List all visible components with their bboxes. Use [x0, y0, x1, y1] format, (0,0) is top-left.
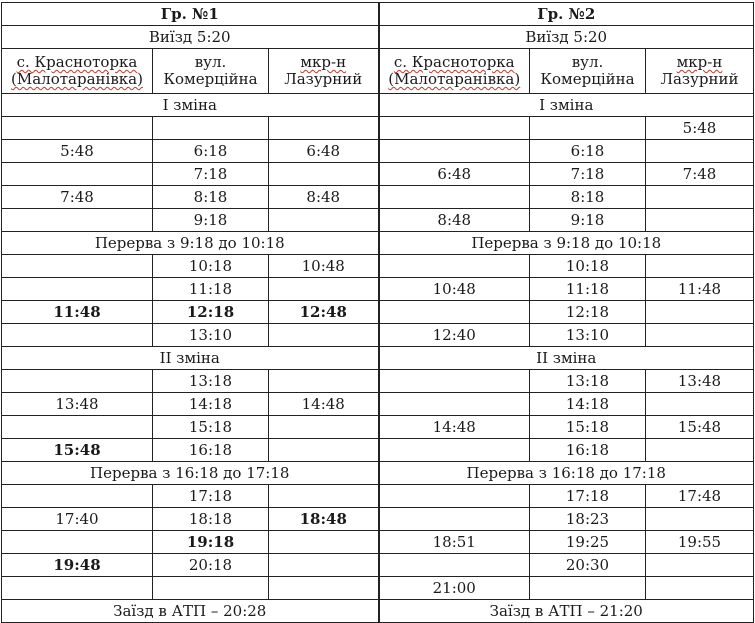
stop-komertsiina-l2: Комерційна [163, 70, 258, 88]
time-g2-krasnotorka [379, 140, 530, 163]
stop-komertsiina-g1 [153, 49, 269, 94]
time-g1-krasnotorka: 13:48 [2, 393, 153, 416]
stop-lazurnyi-l2: Лазурний [284, 70, 363, 88]
time-g1-lazurnyi [269, 554, 379, 577]
time-g2-krasnotorka [379, 301, 530, 324]
time-g1-lazurnyi [269, 117, 379, 140]
time-g1-krasnotorka [2, 324, 153, 347]
time-g1-krasnotorka [2, 577, 153, 600]
time-g1-komertsiina: 13:18 [153, 370, 269, 393]
break-2-g1: Перерва з 16:18 до 17:18 [2, 462, 379, 485]
time-g2-krasnotorka [379, 117, 530, 140]
time-g2-krasnotorka: 12:40 [379, 324, 530, 347]
time-g1-krasnotorka [2, 255, 153, 278]
time-row [2, 209, 754, 232]
time-g2-komertsiina: 18:23 [530, 508, 646, 531]
time-g2-krasnotorka: 14:48 [379, 416, 530, 439]
time-g1-komertsiina: 18:18 [153, 508, 269, 531]
time-g1-komertsiina: 19:18 [153, 531, 269, 554]
time-g1-lazurnyi [269, 163, 379, 186]
time-row [2, 439, 754, 462]
time-g2-komertsiina: 7:18 [530, 163, 646, 186]
time-g1-krasnotorka [2, 117, 153, 140]
time-g2-lazurnyi: 7:48 [646, 163, 754, 186]
stop-lazurnyi-g1 [269, 49, 379, 94]
time-g1-komertsiina [153, 577, 269, 600]
time-g2-komertsiina: 13:18 [530, 370, 646, 393]
time-g2-lazurnyi [646, 209, 754, 232]
time-g1-komertsiina: 13:10 [153, 324, 269, 347]
group-1-title: Гр. №1 [2, 3, 379, 26]
time-g2-lazurnyi: 15:48 [646, 416, 754, 439]
time-g1-krasnotorka: 17:40 [2, 508, 153, 531]
time-g1-lazurnyi [269, 209, 379, 232]
shift-1-label-g2: І зміна [379, 94, 754, 117]
time-g1-krasnotorka [2, 416, 153, 439]
time-g1-lazurnyi [269, 439, 379, 462]
time-g2-komertsiina: 6:18 [530, 140, 646, 163]
time-row [2, 278, 754, 301]
time-g1-krasnotorka: 19:48 [2, 554, 153, 577]
time-g1-komertsiina: 6:18 [153, 140, 269, 163]
time-g1-krasnotorka: 11:48 [2, 301, 153, 324]
time-g2-lazurnyi [646, 186, 754, 209]
time-row [2, 393, 754, 416]
time-g1-lazurnyi [269, 485, 379, 508]
time-g2-krasnotorka: 21:00 [379, 577, 530, 600]
stop-komertsiina-l2: Комерційна [540, 70, 635, 88]
time-g1-komertsiina: 17:18 [153, 485, 269, 508]
time-g2-krasnotorka: 10:48 [379, 278, 530, 301]
shift-2-label-g1: ІІ зміна [2, 347, 379, 370]
time-g2-lazurnyi [646, 577, 754, 600]
bus-schedule-table [1, 2, 754, 623]
time-g2-lazurnyi [646, 508, 754, 531]
time-g1-komertsiina: 15:18 [153, 416, 269, 439]
time-g2-lazurnyi [646, 301, 754, 324]
stop-lazurnyi-l1: мкр-н [300, 53, 347, 71]
time-g2-lazurnyi [646, 324, 754, 347]
shift-1-label-g1: І зміна [2, 94, 379, 117]
time-row [2, 577, 754, 600]
time-g2-komertsiina [530, 577, 646, 600]
time-row [2, 255, 754, 278]
time-g2-lazurnyi: 19:55 [646, 531, 754, 554]
break-2-g2: Перерва з 16:18 до 17:18 [379, 462, 754, 485]
time-g1-krasnotorka: 7:48 [2, 186, 153, 209]
time-g1-komertsiina: 12:18 [153, 301, 269, 324]
time-g2-komertsiina: 19:25 [530, 531, 646, 554]
time-g2-krasnotorka [379, 485, 530, 508]
time-g2-lazurnyi [646, 393, 754, 416]
time-g1-krasnotorka [2, 278, 153, 301]
time-g1-lazurnyi [269, 577, 379, 600]
time-g2-komertsiina: 14:18 [530, 393, 646, 416]
break-2-row [2, 462, 754, 485]
time-row [2, 301, 754, 324]
time-g1-komertsiina: 10:18 [153, 255, 269, 278]
time-g1-komertsiina: 14:18 [153, 393, 269, 416]
stop-krasnotorka-l1: с. Красноторка [393, 53, 515, 71]
time-g2-krasnotorka [379, 439, 530, 462]
time-g2-lazurnyi [646, 439, 754, 462]
time-g1-komertsiina: 8:18 [153, 186, 269, 209]
stop-komertsiina-g2 [530, 49, 646, 94]
time-g1-komertsiina: 7:18 [153, 163, 269, 186]
stop-lazurnyi-l1: мкр-н [676, 53, 723, 71]
group-2-title: Гр. №2 [379, 3, 754, 26]
time-row [2, 324, 754, 347]
time-g2-komertsiina: 17:18 [530, 485, 646, 508]
time-g2-lazurnyi [646, 140, 754, 163]
time-g1-krasnotorka: 15:48 [2, 439, 153, 462]
time-g2-krasnotorka [379, 554, 530, 577]
time-g1-lazurnyi [269, 278, 379, 301]
time-row [2, 117, 754, 140]
time-g1-krasnotorka [2, 163, 153, 186]
time-g1-lazurnyi [269, 531, 379, 554]
time-g1-komertsiina: 9:18 [153, 209, 269, 232]
time-g2-lazurnyi: 11:48 [646, 278, 754, 301]
time-g2-lazurnyi: 13:48 [646, 370, 754, 393]
stop-krasnotorka-g2 [379, 49, 530, 94]
time-g2-krasnotorka [379, 186, 530, 209]
time-g2-komertsiina: 20:30 [530, 554, 646, 577]
stop-krasnotorka-l1: с. Красноторка [16, 53, 138, 71]
time-g2-komertsiina: 11:18 [530, 278, 646, 301]
time-row [2, 416, 754, 439]
time-g2-lazurnyi [646, 255, 754, 278]
time-g2-krasnotorka: 6:48 [379, 163, 530, 186]
time-row [2, 531, 754, 554]
time-g1-lazurnyi [269, 416, 379, 439]
stop-komertsiina-l1: вул. [571, 53, 604, 71]
time-g2-krasnotorka: 8:48 [379, 209, 530, 232]
shift-2-row [2, 347, 754, 370]
group-1-departure: Виїзд 5:20 [2, 26, 379, 49]
shift-1-row [2, 94, 754, 117]
time-g1-lazurnyi [269, 324, 379, 347]
time-g2-krasnotorka [379, 255, 530, 278]
time-g1-lazurnyi: 8:48 [269, 186, 379, 209]
departure-row [2, 26, 754, 49]
time-g2-lazurnyi [646, 554, 754, 577]
break-1-row [2, 232, 754, 255]
time-g1-lazurnyi: 12:48 [269, 301, 379, 324]
time-g1-lazurnyi: 10:48 [269, 255, 379, 278]
stop-krasnotorka-l2: (Малотаранівка) [388, 70, 521, 88]
time-row [2, 370, 754, 393]
time-g2-krasnotorka [379, 393, 530, 416]
break-1-g1: Перерва з 9:18 до 10:18 [2, 232, 379, 255]
time-g1-lazurnyi: 14:48 [269, 393, 379, 416]
time-g1-krasnotorka [2, 370, 153, 393]
time-g2-komertsiina: 15:18 [530, 416, 646, 439]
time-g2-komertsiina: 16:18 [530, 439, 646, 462]
time-g2-komertsiina: 12:18 [530, 301, 646, 324]
time-g2-komertsiina: 8:18 [530, 186, 646, 209]
time-g2-lazurnyi: 17:48 [646, 485, 754, 508]
stop-krasnotorka-g1 [2, 49, 153, 94]
time-g2-krasnotorka: 18:51 [379, 531, 530, 554]
time-g2-lazurnyi: 5:48 [646, 117, 754, 140]
group-1-return: Заїзд в АТП – 20:28 [2, 600, 379, 623]
time-g1-krasnotorka: 5:48 [2, 140, 153, 163]
stops-header-row [2, 49, 754, 94]
time-g1-krasnotorka [2, 485, 153, 508]
group-title-row [2, 3, 754, 26]
return-row [2, 600, 754, 623]
group-2-return: Заїзд в АТП – 21:20 [379, 600, 754, 623]
time-row [2, 485, 754, 508]
group-2-departure: Виїзд 5:20 [379, 26, 754, 49]
shift-2-label-g2: ІІ зміна [379, 347, 754, 370]
break-1-g2: Перерва з 9:18 до 10:18 [379, 232, 754, 255]
time-row [2, 163, 754, 186]
time-g1-komertsiina [153, 117, 269, 140]
time-g2-komertsiina [530, 117, 646, 140]
time-g1-komertsiina: 20:18 [153, 554, 269, 577]
time-row [2, 508, 754, 531]
time-g2-komertsiina: 13:10 [530, 324, 646, 347]
time-g2-krasnotorka [379, 508, 530, 531]
time-g1-lazurnyi [269, 370, 379, 393]
stop-krasnotorka-l2: (Малотаранівка) [11, 70, 143, 88]
stop-komertsiina-l1: вул. [194, 53, 227, 71]
time-row [2, 554, 754, 577]
time-g2-komertsiina: 9:18 [530, 209, 646, 232]
time-g1-komertsiina: 16:18 [153, 439, 269, 462]
time-g2-krasnotorka [379, 370, 530, 393]
time-g1-lazurnyi: 6:48 [269, 140, 379, 163]
time-g1-krasnotorka [2, 209, 153, 232]
time-row [2, 140, 754, 163]
time-g1-lazurnyi: 18:48 [269, 508, 379, 531]
time-g1-krasnotorka [2, 531, 153, 554]
time-g2-komertsiina: 10:18 [530, 255, 646, 278]
time-g1-komertsiina: 11:18 [153, 278, 269, 301]
stop-lazurnyi-l2: Лазурний [660, 70, 739, 88]
stop-lazurnyi-g2 [646, 49, 754, 94]
time-row [2, 186, 754, 209]
